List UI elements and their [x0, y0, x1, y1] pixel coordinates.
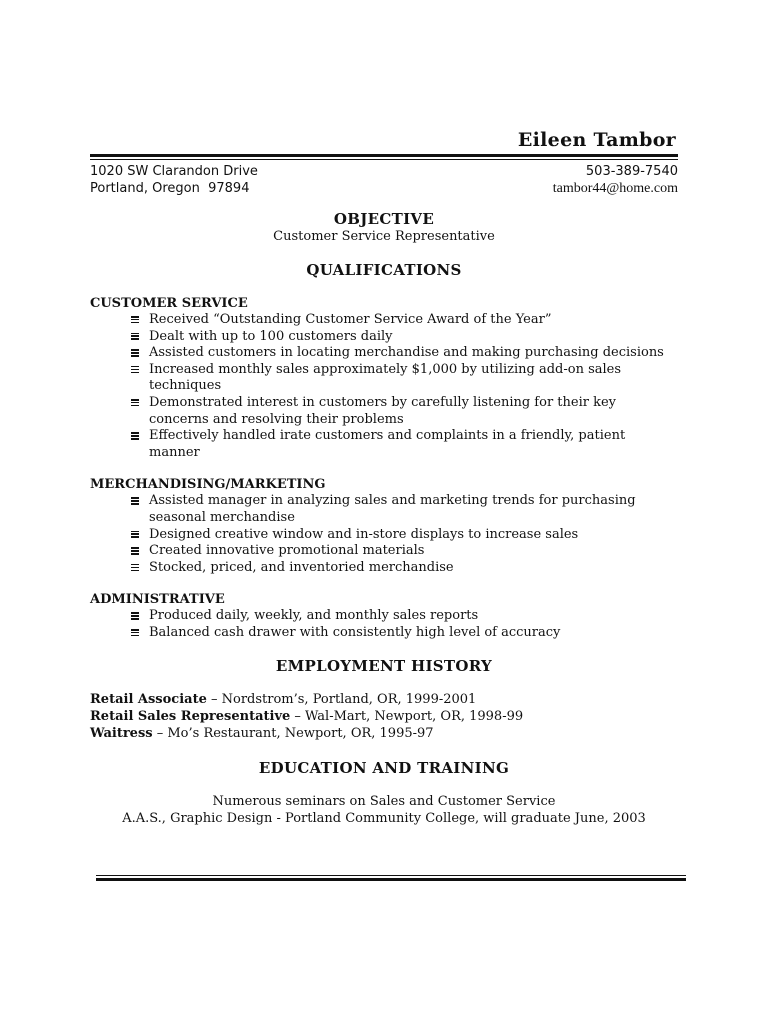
contact-info — [553, 163, 678, 197]
qualification-list — [90, 608, 678, 641]
bullet-icon — [131, 629, 139, 637]
email-address: tambor44@home.com — [552, 181, 678, 196]
list-item-text: Received “Outstanding Customer Service Award of the Year” — [149, 312, 552, 327]
bullet-icon — [131, 547, 139, 555]
list-item-text: Effectively handled irate customers and complaints in a friendly, patient manner — [149, 428, 626, 460]
bullet-icon — [131, 366, 139, 374]
list-item — [130, 395, 678, 428]
education-heading: EDUCATION AND TRAINING — [258, 758, 510, 777]
address-line-1: 1020 SW Clarandon Drive — [90, 164, 258, 179]
job-role: Retail Associate — [90, 691, 207, 707]
applicant-name: Eileen Tambor — [517, 129, 676, 151]
header-rule-thick — [90, 154, 678, 157]
list-item — [130, 560, 678, 577]
list-item-text: Dealt with up to 100 customers daily — [149, 328, 393, 344]
list-item — [130, 312, 678, 329]
objective-text: Customer Service Representative — [273, 229, 495, 244]
education-line: A.A.S., Graphic Design - Portland Community College, will graduate June, 2003 — [122, 810, 646, 826]
job-role: Retail Sales Representative — [90, 708, 291, 724]
qualification-list — [90, 312, 678, 461]
bullet-icon — [131, 349, 139, 357]
bullet-icon — [131, 612, 139, 620]
list-item-text: Demonstrated interest in customers by carefully listening for their key concerns and resolving their problems — [149, 394, 617, 427]
footer-rule — [96, 875, 686, 881]
job-entry — [90, 725, 678, 742]
list-item-text: Created innovative promotional materials — [149, 543, 425, 559]
job-detail: – Mo’s Restaurant, Newport, OR, 1995-97 — [152, 725, 434, 741]
list-item — [130, 428, 678, 461]
list-item-text: Assisted manager in analyzing sales and marketing trends for purchasing seasonal merchandise — [149, 493, 636, 525]
list-item-text: Increased monthly sales approximately $1,000 by utilizing add-on sales techniques — [149, 361, 622, 394]
list-item — [130, 608, 678, 625]
bullet-icon — [131, 333, 139, 341]
job-entry — [90, 691, 678, 708]
job-entry — [90, 708, 678, 725]
list-item-text: Stocked, priced, and inventoried merchandise — [149, 559, 454, 575]
job-detail: – Wal-Mart, Newport, OR, 1998-99 — [290, 708, 524, 724]
employment-heading: EMPLOYMENT HISTORY — [275, 656, 493, 675]
list-item — [130, 527, 678, 544]
contact-block — [90, 163, 678, 197]
address — [90, 163, 258, 197]
objective-heading: OBJECTIVE — [333, 210, 435, 228]
qualification-group-heading: MERCHANDISING/MARKETING — [90, 477, 326, 493]
list-item — [130, 362, 678, 395]
phone-number: 503-389-7540 — [585, 164, 678, 179]
list-item-text: Assisted customers in locating merchandise and making purchasing decisions — [149, 345, 664, 361]
qualifications-heading: QUALIFICATIONS — [306, 261, 462, 279]
list-item-text: Designed creative window and in-store displays to increase sales — [149, 526, 579, 542]
list-item — [130, 625, 678, 642]
address-line-2: Portland, Oregon 97894 — [90, 181, 250, 196]
bullet-icon — [131, 564, 139, 572]
list-item-text: Balanced cash drawer with consistently high level of accuracy — [149, 624, 561, 640]
qualification-group-heading: ADMINISTRATIVE — [90, 592, 225, 608]
job-role: Waitress — [90, 725, 153, 741]
list-item — [130, 543, 678, 560]
list-item — [130, 345, 678, 362]
list-item — [130, 493, 678, 526]
bullet-icon — [131, 316, 139, 324]
education-list — [90, 793, 678, 827]
employment-list — [90, 691, 678, 742]
education-line: Numerous seminars on Sales and Customer Service — [212, 793, 556, 809]
bullet-icon — [131, 531, 139, 539]
list-item-text: Produced daily, weekly, and monthly sales reports — [149, 608, 479, 624]
qualification-list — [90, 493, 678, 576]
header-rule-thin — [90, 159, 678, 160]
bullet-icon — [131, 399, 139, 407]
footer-rule-thin — [96, 875, 686, 876]
bullet-icon — [131, 432, 139, 440]
qualification-group-heading: CUSTOMER SERVICE — [90, 296, 248, 311]
resume-page — [90, 128, 678, 827]
list-item — [130, 329, 678, 346]
footer-rule-thick — [96, 878, 686, 881]
job-detail: – Nordstrom’s, Portland, OR, 1999-2001 — [206, 691, 477, 707]
bullet-icon — [131, 497, 139, 505]
